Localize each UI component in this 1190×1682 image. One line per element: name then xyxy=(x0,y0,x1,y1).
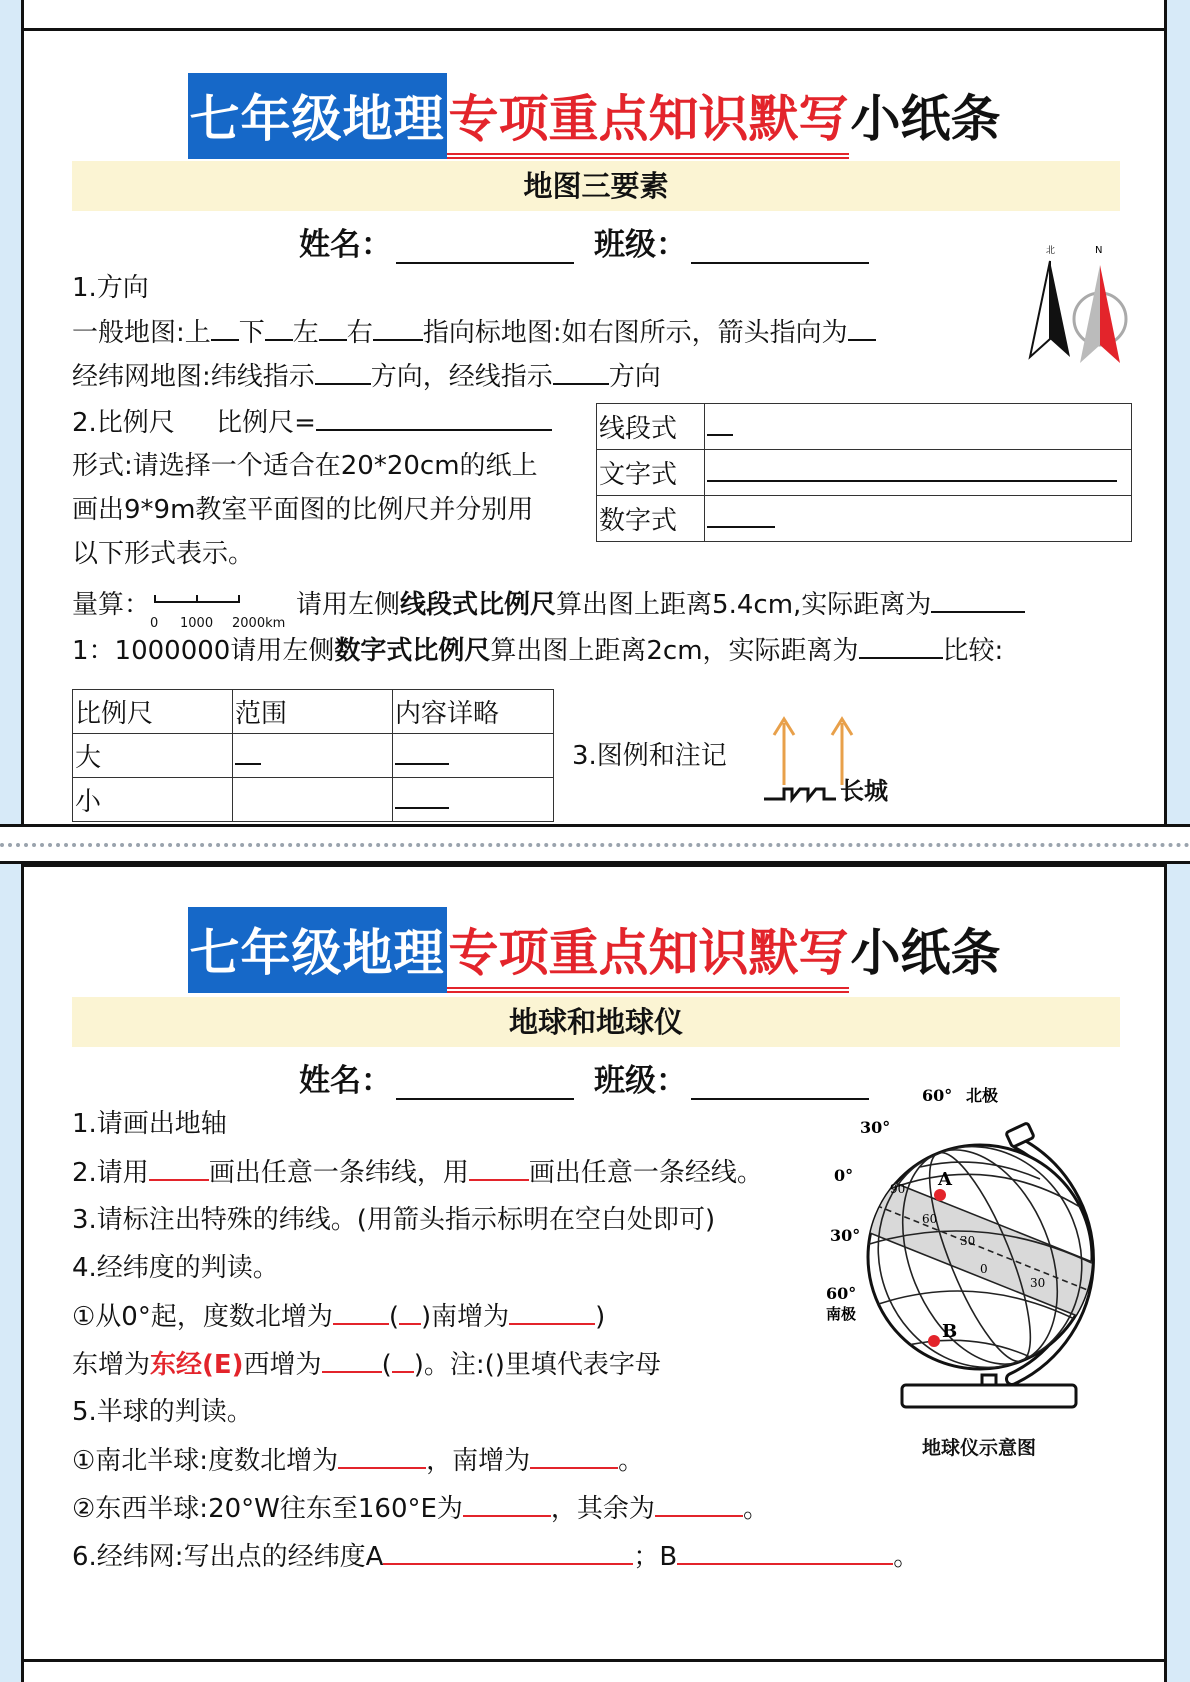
text: 数字式比例尺 xyxy=(334,636,491,666)
title-black: 小纸条 xyxy=(850,90,1001,148)
arrow-right-half xyxy=(1050,261,1070,357)
blank[interactable] xyxy=(265,315,293,341)
name-blank[interactable] xyxy=(396,234,574,264)
blank[interactable] xyxy=(530,1443,618,1469)
text: 2.请用 xyxy=(72,1158,149,1188)
q5-2 xyxy=(72,1491,769,1526)
cmp-cell[interactable] xyxy=(393,778,554,822)
blank[interactable] xyxy=(319,315,347,341)
q4: 4.经纬度的判读。 xyxy=(72,1253,279,1283)
blank-b[interactable] xyxy=(677,1539,893,1565)
north-n-label: N xyxy=(1095,245,1103,256)
q2 xyxy=(72,1155,763,1190)
text: 画出任意一条纬线，用 xyxy=(208,1158,469,1188)
text: 。 xyxy=(618,1446,645,1476)
calc-line1 xyxy=(72,587,1025,631)
tick-label: 0 xyxy=(150,615,159,631)
text: 1：1000000请用左侧 xyxy=(72,636,335,666)
blank[interactable] xyxy=(931,587,1025,613)
s2-line2: 形式:请选择一个适合在20*20cm的纸上 xyxy=(72,451,538,481)
s2-line4: 以下形式表示。 xyxy=(72,539,255,569)
text: 算出图上距离5.4cm,实际距离为 xyxy=(556,590,932,620)
text: 方向，经线指示 xyxy=(370,362,553,392)
title-blue: 七年级地理 xyxy=(188,907,447,993)
form-label: 线段式 xyxy=(597,404,705,450)
blank[interactable] xyxy=(149,1155,209,1181)
text: 一般地图:上 xyxy=(72,318,211,348)
scale-formula-blank[interactable] xyxy=(316,405,552,431)
north-small-label: 北 xyxy=(1046,246,1056,256)
blank[interactable] xyxy=(399,1299,421,1325)
blank-a[interactable] xyxy=(383,1539,633,1565)
name-label: 姓名： xyxy=(299,1063,392,1099)
text: 方向 xyxy=(608,362,661,392)
lat-eq: 0° xyxy=(834,1166,854,1185)
arrow-left-half xyxy=(1030,261,1050,357)
section-band: 地球和地球仪 xyxy=(72,997,1120,1047)
text: 线段式比例尺 xyxy=(400,590,557,620)
cmp-cell[interactable] xyxy=(233,734,393,778)
lat-s30: 30° xyxy=(830,1226,861,1245)
form-answer[interactable] xyxy=(705,496,1132,542)
text: 。 xyxy=(742,1494,769,1524)
text: ( xyxy=(388,1302,400,1332)
title-black: 小纸条 xyxy=(850,924,1001,982)
point-b-dot xyxy=(928,1335,940,1347)
blank[interactable] xyxy=(211,315,239,341)
class-blank[interactable] xyxy=(691,234,869,264)
tick-label: 2000km xyxy=(232,615,286,631)
s3-heading: 3.图例和注记 xyxy=(572,741,727,771)
sheet-title xyxy=(24,73,1164,159)
s1-line3 xyxy=(72,359,661,394)
section-band: 地图三要素 xyxy=(72,161,1120,211)
s2-heading xyxy=(72,405,552,440)
highlight-text: 东经(E) xyxy=(150,1350,244,1380)
text: )南增为 xyxy=(421,1302,510,1332)
north-arrow-figure xyxy=(990,239,1140,369)
cmp-header: 比例尺 xyxy=(73,690,233,734)
text: ) xyxy=(595,1302,606,1332)
text: 算出图上距离2cm，实际距离为 xyxy=(490,636,859,666)
q5: 5.半球的判读。 xyxy=(72,1397,253,1427)
globe-figure xyxy=(826,1086,1164,1407)
blank[interactable] xyxy=(315,359,371,385)
q3: 3.请标注出特殊的纬线。(用箭头指示标明在空白处即可) xyxy=(72,1205,716,1235)
title-blue: 七年级地理 xyxy=(188,73,447,159)
lat-s60: 60° xyxy=(826,1284,857,1303)
q6 xyxy=(72,1539,919,1574)
text: 东增为 xyxy=(72,1350,151,1380)
text: 指向标地图:如右图所示，箭头指向为 xyxy=(422,318,848,348)
cmp-header: 范围 xyxy=(233,690,393,734)
text: ②东西半球:20°W往东至160°E为 xyxy=(72,1494,463,1524)
name-blank[interactable] xyxy=(396,1070,574,1100)
inner-60: 60 xyxy=(922,1212,938,1226)
text: 。 xyxy=(893,1542,920,1572)
worksheet-map-elements xyxy=(24,28,1164,824)
text: 比例尺= xyxy=(216,408,316,438)
point-b-label: B xyxy=(942,1321,958,1342)
text: ①南北半球:度数北增为 xyxy=(72,1446,339,1476)
great-wall-legend xyxy=(762,771,888,806)
cmp-cell[interactable] xyxy=(233,778,393,822)
text: 右 xyxy=(346,318,373,348)
s1-line2 xyxy=(72,315,876,350)
cmp-row-label: 小 xyxy=(73,778,233,822)
blank[interactable] xyxy=(859,633,943,659)
text: ，其余为 xyxy=(550,1494,655,1524)
cmp-row-label: 大 xyxy=(73,734,233,778)
text: ( xyxy=(381,1350,392,1380)
text: 6.经纬网:写出点的经纬度A xyxy=(72,1542,384,1572)
lat-n60: 60° xyxy=(922,1086,953,1105)
text: 2.比例尺 xyxy=(72,408,175,438)
great-wall-symbol xyxy=(762,779,840,805)
blank[interactable] xyxy=(333,1299,389,1325)
north-pole-label: 北极 xyxy=(966,1086,999,1105)
s1-heading: 1.方向 xyxy=(72,273,149,303)
text: 量算： xyxy=(72,590,151,620)
form-label: 文字式 xyxy=(597,450,705,496)
cmp-header: 内容详略 xyxy=(393,690,554,734)
form-label: 数字式 xyxy=(597,496,705,542)
text: 西增为 xyxy=(243,1350,322,1380)
text: 画出任意一条经线。 xyxy=(528,1158,763,1188)
q4-2 xyxy=(72,1347,661,1382)
q5-1 xyxy=(72,1443,644,1478)
cmp-cell[interactable] xyxy=(393,734,554,778)
tick-label: 1000 xyxy=(180,615,214,631)
q4-1 xyxy=(72,1299,605,1334)
inner-30a: 30 xyxy=(960,1234,976,1248)
text: 经纬网地图:纬线指示 xyxy=(72,362,315,392)
class-label: 班级： xyxy=(594,1063,687,1099)
class-label: 班级： xyxy=(594,227,687,263)
text: 请用左侧 xyxy=(296,590,401,620)
text: ①从0°起，度数北增为 xyxy=(72,1302,333,1332)
scale-compare-table xyxy=(72,689,554,822)
point-a-dot xyxy=(934,1189,946,1201)
n-arrow-left xyxy=(1080,265,1100,363)
n-arrow-right xyxy=(1100,265,1120,363)
form-answer[interactable] xyxy=(705,450,1132,496)
text: ，南增为 xyxy=(426,1446,531,1476)
blank[interactable] xyxy=(322,1347,382,1373)
scale-form-table xyxy=(596,403,1132,542)
text: 左 xyxy=(292,318,319,348)
blank[interactable] xyxy=(469,1155,529,1181)
blank[interactable] xyxy=(338,1443,426,1469)
inner-90: 90 xyxy=(890,1182,906,1196)
text: 比较: xyxy=(942,636,1004,666)
worksheet-earth-globe xyxy=(24,864,1164,1662)
blank[interactable] xyxy=(509,1299,595,1325)
q1: 1.请画出地轴 xyxy=(72,1109,227,1139)
calc-line2 xyxy=(72,633,1003,668)
point-a-label: A xyxy=(938,1169,952,1190)
form-answer[interactable] xyxy=(705,404,1132,450)
inner-0: 0 xyxy=(980,1262,988,1276)
text: ；B xyxy=(633,1542,678,1572)
text: 下 xyxy=(238,318,265,348)
text: )。注:()里填代表字母 xyxy=(413,1350,661,1380)
blank[interactable] xyxy=(463,1491,551,1517)
line-scale-figure xyxy=(150,589,296,631)
title-red: 专项重点知识默写 xyxy=(447,73,849,159)
inner-30b: 30 xyxy=(1030,1276,1046,1290)
sheet-title xyxy=(24,907,1164,993)
south-pole-label: 南极 xyxy=(826,1305,857,1323)
blank[interactable] xyxy=(373,315,423,341)
sheet-separator xyxy=(0,824,1190,864)
blank[interactable] xyxy=(392,1347,414,1373)
blank[interactable] xyxy=(553,359,609,385)
lat-n30: 30° xyxy=(860,1118,891,1137)
s2-line3: 画出9*9m教室平面图的比例尺并分别用 xyxy=(72,495,534,525)
globe-caption: 地球仪示意图 xyxy=(922,1437,1037,1459)
blank[interactable] xyxy=(655,1491,743,1517)
title-red: 专项重点知识默写 xyxy=(447,907,849,993)
great-wall-label: 长城 xyxy=(840,777,888,805)
blank[interactable] xyxy=(848,315,876,341)
name-label: 姓名： xyxy=(299,227,392,263)
